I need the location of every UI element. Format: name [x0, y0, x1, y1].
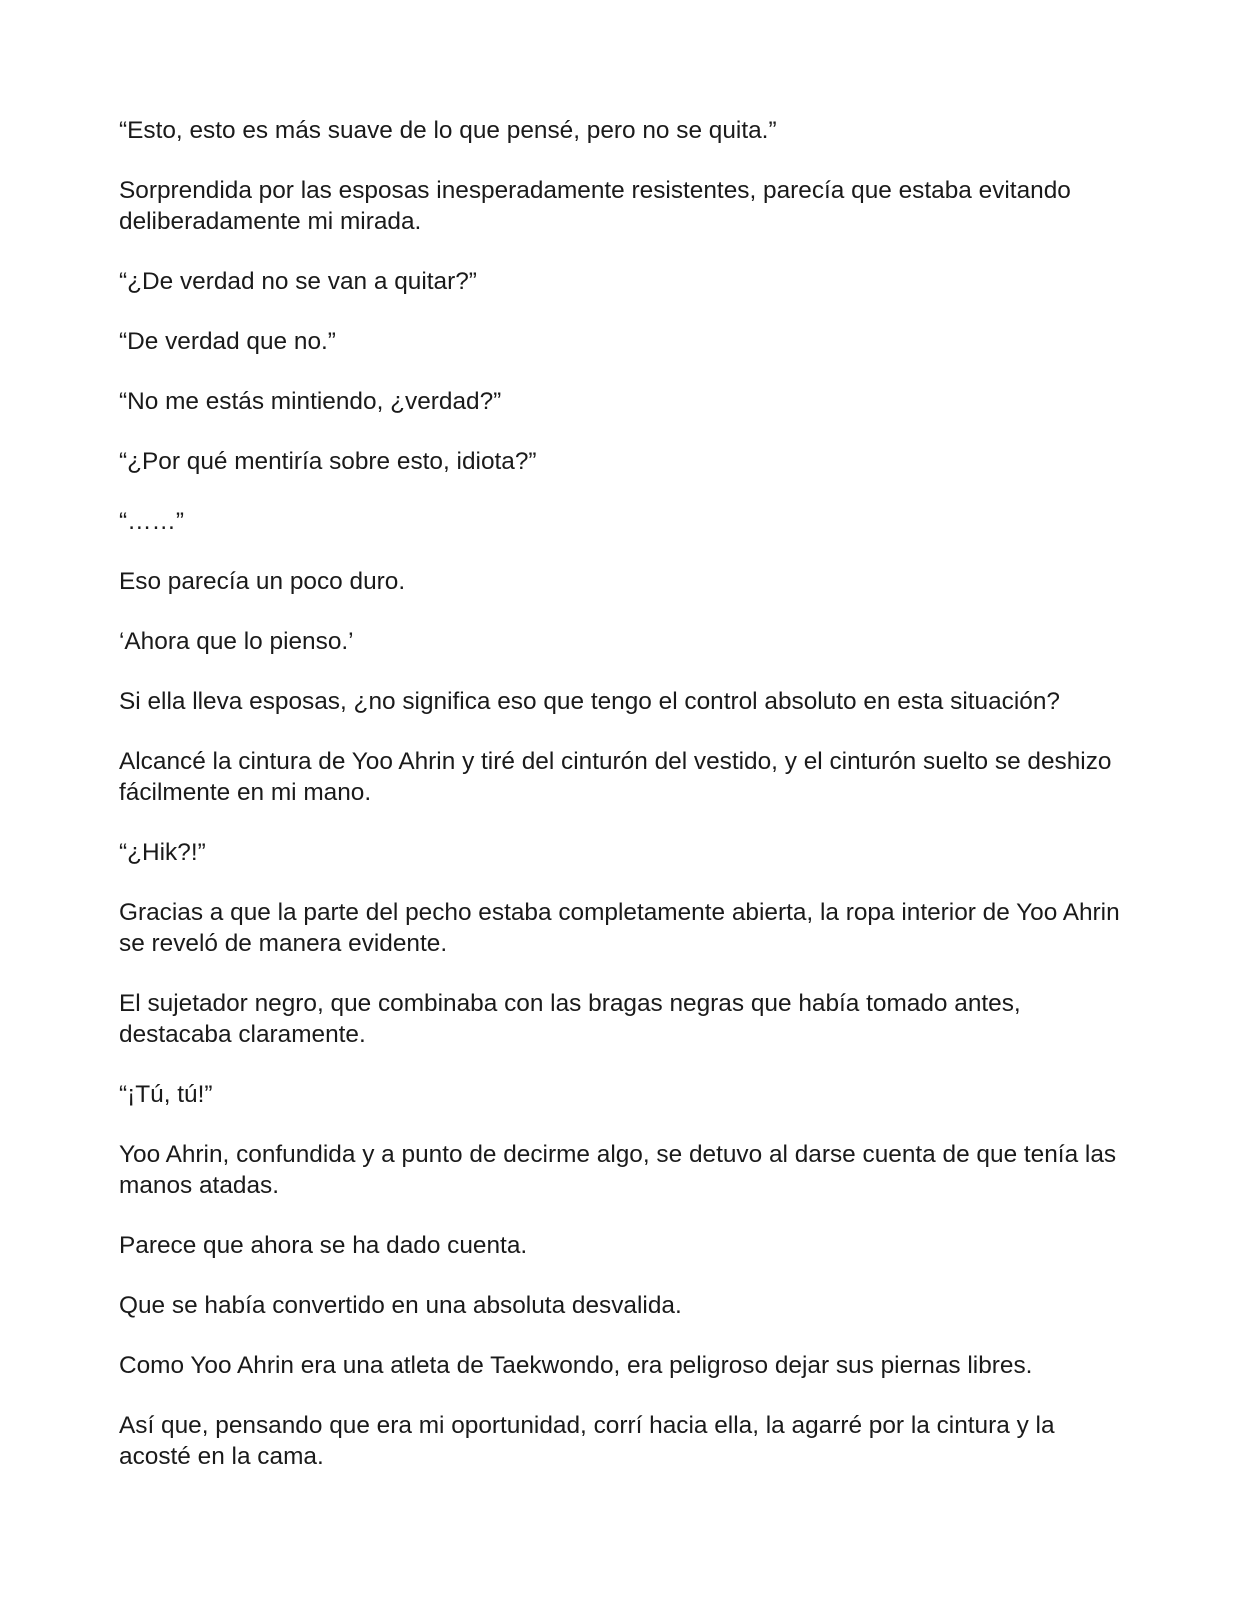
paragraph: “……” — [119, 508, 185, 535]
paragraph: “No me estás mintiendo, ¿verdad?” — [119, 388, 502, 415]
paragraph: El sujetador negro, que combinaba con las bragas negras que había tomado antes, destacaba claramente. — [119, 990, 1021, 1048]
paragraph: “¿De verdad no se van a quitar?” — [119, 268, 477, 295]
paragraph: “Esto, esto es más suave de lo que pensé, pero no se quita.” — [119, 117, 777, 144]
paragraph: Así que, pensando que era mi oportunidad, corrí hacia ella, la agarré por la cintura y la acosté en la cama. — [119, 1412, 1055, 1470]
paragraph: Que se había convertido en una absoluta desvalida. — [119, 1292, 682, 1319]
paragraph: “¿Hik?!” — [119, 839, 206, 866]
paragraph: Alcancé la cintura de Yoo Ahrin y tiré del cinturón del vestido, y el cinturón suelto se deshizo fácilmente en mi mano. — [119, 748, 1112, 806]
paragraph: ‘Ahora que lo pienso.’ — [119, 628, 354, 655]
paragraph: Parece que ahora se ha dado cuenta. — [119, 1232, 528, 1259]
paragraph: Eso parecía un poco duro. — [119, 568, 406, 595]
paragraph: Como Yoo Ahrin era una atleta de Taekwondo, era peligroso dejar sus piernas libres. — [119, 1352, 1033, 1379]
paragraph: Sorprendida por las esposas inesperadamente resistentes, parecía que estaba evitando deliberadamente mi mirada. — [119, 177, 1071, 235]
paragraph: Gracias a que la parte del pecho estaba completamente abierta, la ropa interior de Yoo Ahrin se reveló de manera evidente. — [119, 899, 1120, 957]
paragraph: “¿Por qué mentiría sobre esto, idiota?” — [119, 448, 537, 475]
text-body — [119, 115, 1129, 1501]
paragraph: “De verdad que no.” — [119, 328, 336, 355]
paragraph: Yoo Ahrin, confundida y a punto de decirme algo, se detuvo al darse cuenta de que tenía las manos atadas. — [119, 1141, 1117, 1199]
paragraph: Si ella lleva esposas, ¿no significa eso que tengo el control absoluto en esta situación? — [119, 688, 1060, 715]
paragraph: “¡Tú, tú!” — [119, 1081, 213, 1108]
